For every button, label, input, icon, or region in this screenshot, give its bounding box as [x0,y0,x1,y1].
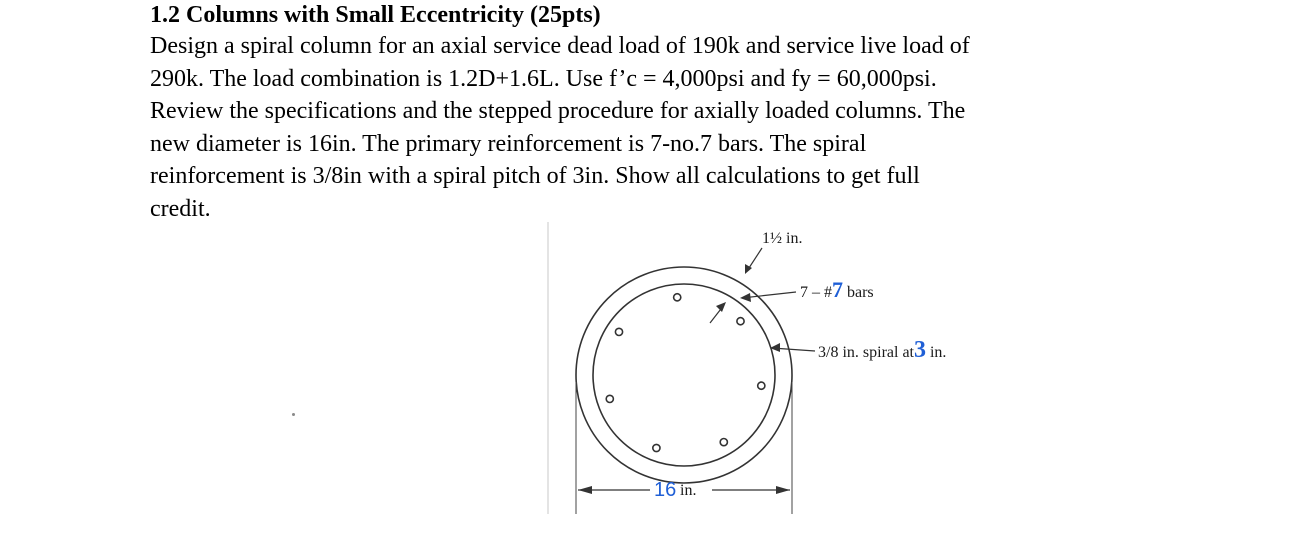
problem-line-6: credit. [150,195,211,222]
longitudinal-bars [606,294,765,452]
longitudinal-bar [606,395,613,402]
bars-label-prefix: 7 – # [800,284,832,301]
longitudinal-bar [720,439,727,446]
problem-line-1: Design a spiral column for an axial service dead load of 190k and service live load of [150,33,970,59]
spiral-label [818,337,946,363]
spiral-label-suffix: in. [925,344,947,361]
longitudinal-bar [674,294,681,301]
bars-label [800,277,874,302]
longitudinal-bar [758,382,765,389]
spiral-label-prefix: 3/8 in. spiral at [818,344,914,361]
dimension-arrow-right [776,486,790,494]
longitudinal-bar [653,444,660,451]
problem-heading: 1.2 Columns with Small Eccentricity (25pts) [150,2,601,28]
problem-line-4: new diameter is 16in. The primary reinforcement is 7-no.7 bars. The spiral [150,130,867,157]
bars-label-suffix: bars [843,284,874,301]
diameter-handwritten: 16 [654,479,677,501]
problem-line-5: reinforcement is 3/8in with a spiral pitch of 3in. Show all calculations to get full [150,163,920,190]
problem-line-3: Review the specifications and the stepped procedure for axially loaded columns. The [150,98,966,125]
problem-line-2: 290k. The load combination is 1.2D+1.6L. Use f’c = 4,000psi and fy = 60,000psi. [150,65,937,92]
spiral-pitch-handwritten: 3 [913,337,926,363]
bar-indicator-arrowhead [716,302,726,312]
longitudinal-bar [615,328,622,335]
column-outer-circle [576,267,792,483]
longitudinal-bar [737,318,744,325]
bars-number-handwritten: 7 [832,277,843,302]
dimension-arrow-left [578,486,592,494]
diameter-unit: in. [680,482,697,499]
cover-label: 1½ in. [762,230,803,247]
bars-arrowhead [740,293,751,302]
spiral-circle [593,284,775,466]
